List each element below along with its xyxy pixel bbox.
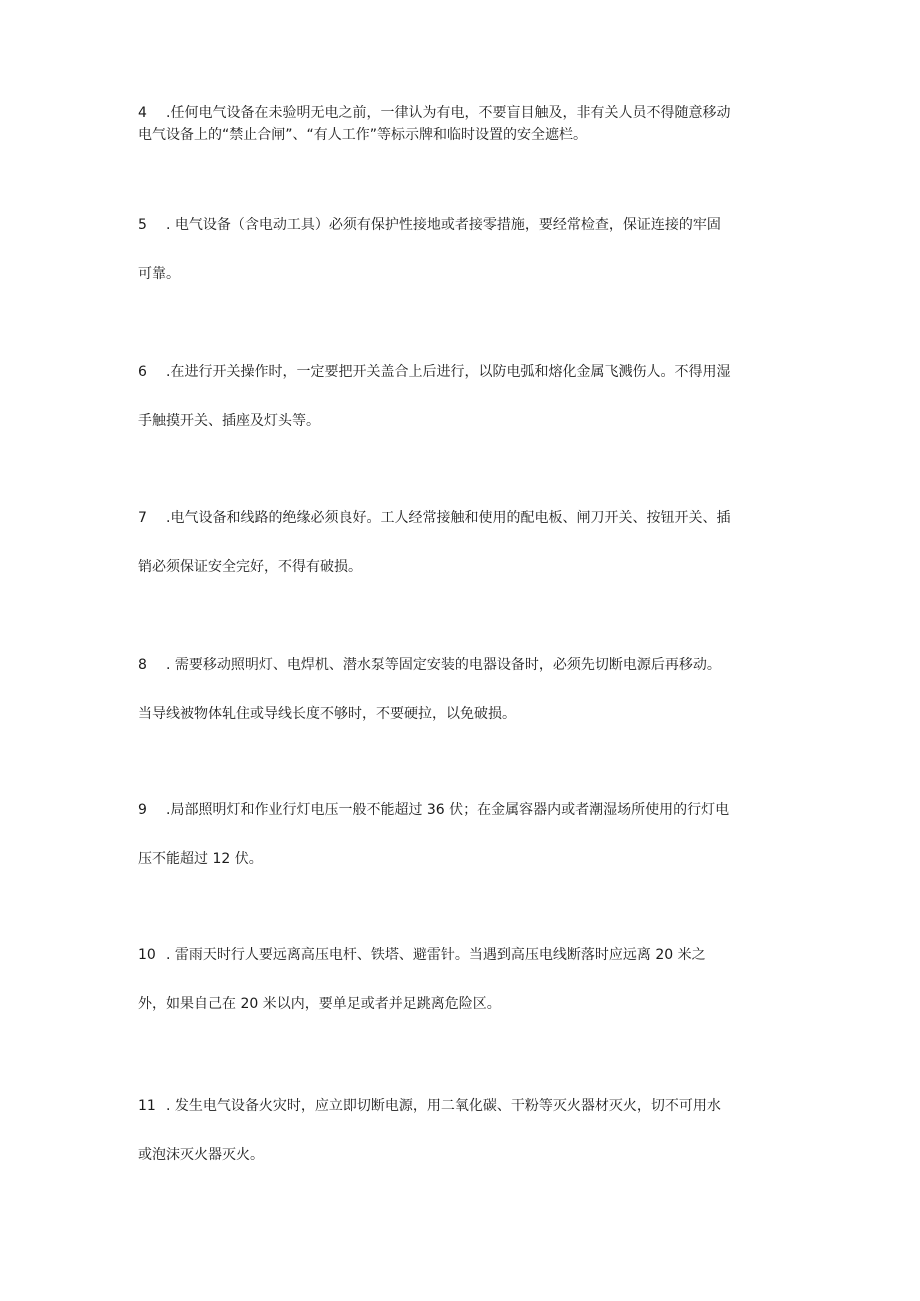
rule-text: . 发生电气设备火灾时，应立即切断电源，用二氧化碳、干粉等灭火器材灭火，切不可用水	[166, 1098, 721, 1114]
rule-number: 5	[138, 217, 147, 233]
rule-line-2: 当导线被物体轧住或导线长度不够时，不要硬拉，以免破损。	[138, 706, 516, 722]
rule-line-1	[138, 508, 730, 528]
rule-number: 8	[138, 657, 147, 673]
rule-number: 9	[138, 802, 147, 818]
rule-number: 11	[138, 1098, 156, 1114]
rule-line-1	[138, 103, 730, 123]
rule-line-2: 手触摸开关、插座及灯头等。	[138, 413, 320, 429]
rule-line-1	[138, 800, 729, 820]
rule-text: .任何电气设备在未验明无电之前，一律认为有电，不要盲目触及，非有关人员不得随意移动	[166, 105, 731, 121]
rule-line-1	[138, 1096, 721, 1116]
rule-text: . 电气设备（含电动工具）必须有保护性接地或者接零措施，要经常检查，保证连接的牢固	[166, 217, 721, 233]
rule-text: .电气设备和线路的绝缘必须良好。工人经常接触和使用的配电板、闸刀开关、按钮开关、插	[166, 510, 731, 526]
rule-text: .局部照明灯和作业行灯电压一般不能超过 36 伏；在金属容器内或者潮湿场所使用的行灯电	[166, 802, 730, 818]
rule-line-2: 可靠。	[138, 266, 180, 282]
rule-number: 6	[138, 364, 147, 380]
rule-line-2: 外，如果自己在 20 米以内，要单足或者并足跳离危险区。	[138, 996, 501, 1012]
rule-line-1	[138, 215, 721, 235]
rule-line-1	[138, 362, 730, 382]
rule-line-2: 电气设备上的“禁止合闸”、“有人工作”等标示牌和临时设置的安全遮栏。	[138, 127, 588, 143]
rule-line-2: 或泡沫灭火器灭火。	[138, 1147, 264, 1163]
rule-line-1	[138, 655, 721, 675]
rule-line-2: 销必须保证安全完好，不得有破损。	[138, 559, 362, 575]
rule-text: . 需要移动照明灯、电焊机、潜水泵等固定安装的电器设备时，必须先切断电源后再移动。	[166, 657, 721, 673]
rule-line-2: 压不能超过 12 伏。	[138, 851, 263, 867]
rule-number: 10	[138, 947, 156, 963]
rule-number: 7	[138, 510, 147, 526]
rule-line-1	[138, 945, 706, 965]
rule-text: .在进行开关操作时，一定要把开关盖合上后进行，以防电弧和熔化金属飞溅伤人。不得用湿	[166, 364, 731, 380]
rule-text: . 雷雨天时行人要远离高压电杆、铁塔、避雷针。当遇到高压电线断落时应远离 20 米之	[166, 947, 706, 963]
rule-number: 4	[138, 105, 147, 121]
